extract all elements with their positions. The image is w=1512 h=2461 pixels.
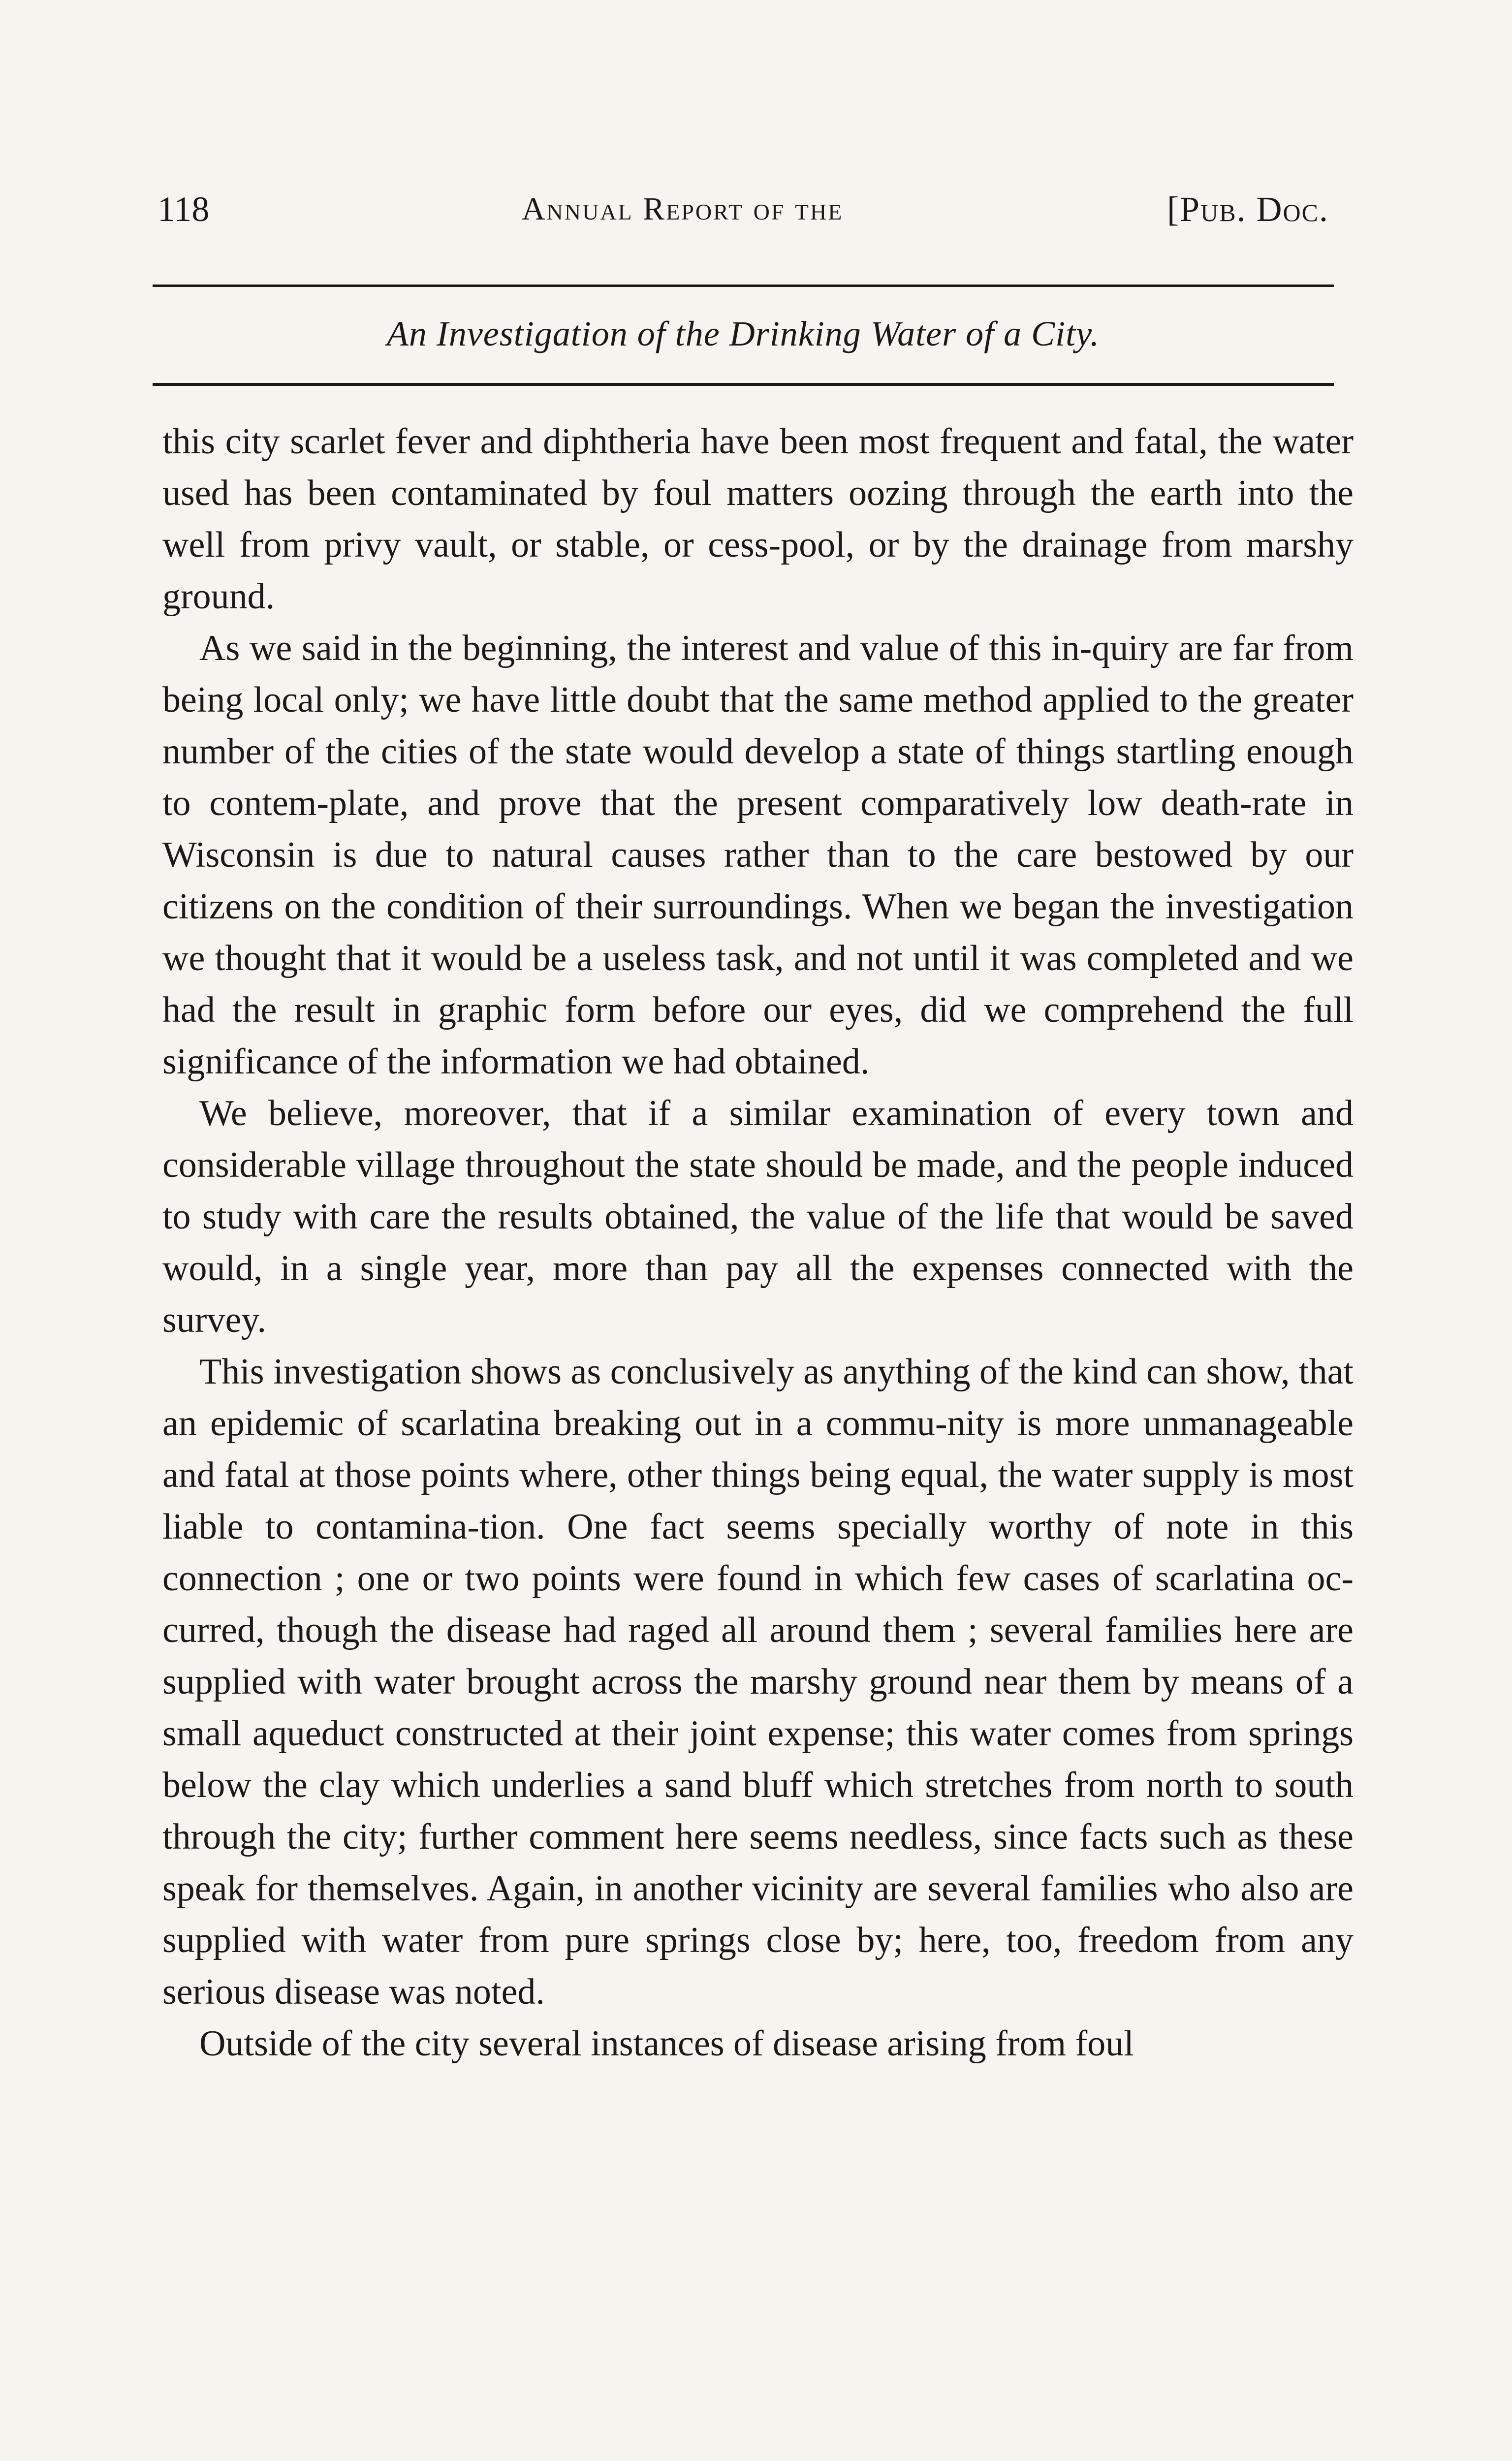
page-number: 118 (158, 189, 210, 229)
report-title: Annual Report of the (522, 191, 844, 227)
body-text (162, 416, 1354, 2070)
document-reference: [Pub. Doc. (1167, 189, 1329, 229)
article-title: An Investigation of the Drinking Water of a City. (386, 314, 1100, 353)
paragraph-continued: this city scarlet fever and diphtheria have been most frequent and fatal, the water used has been contaminated by foul matters oozing through the earth into the well from privy vault, or stable, or cess-pool, or by the drainage from marshy ground. (162, 421, 1354, 617)
running-header (158, 182, 1339, 236)
paragraph: As we said in the beginning, the interest and value of this in-quiry are far from being local only; we have little doubt that the same method applied to the greater number of the cities of the state would develop a state of things startling enough to contem-plate, and prove that the present comparatively low death-rate in Wisconsin is due to natural causes rather than to the care bestowed by our citizens on the condition of their surroundings. When we began the investigation we thought that it would be a useless task, and not until it was completed and we had the result in graphic form before our eyes, did we comprehend the full significance of the information we had obtained. (162, 628, 1354, 1082)
paragraph: This investigation shows as conclusively as anything of the kind can show, that an epidemic of scarlatina breaking out in a commu-nity is more unmanageable and fatal at those points where, other things being equal, the water supply is most liable to contamina-tion. One fact seems specially worthy of note in this connection ; one or two points were found in which few cases of scarlatina oc-curred, though the disease had raged all around them ; several families here are supplied with water brought across the marshy ground near them by means of a small aqueduct constructed at their joint expense; this water comes from springs below the clay which underlies a sand bluff which stretches from north to south through the city; further comment here seems needless, since facts such as these speak for themselves. Again, in another vicinity are several families who also are supplied with water from pure springs close by; here, too, freedom from any serious disease was noted. (162, 1352, 1354, 2012)
paragraph: We believe, moreover, that if a similar examination of every town and considerable village throughout the state should be made, and the people induced to study with care the results obtained, the value of the life that would be saved would, in a single year, more than pay all the expenses connected with the survey. (162, 1093, 1354, 1340)
header-rule-top (153, 284, 1334, 287)
paragraph: Outside of the city several instances of disease arising from foul (199, 2023, 1134, 2064)
header-rule-bottom (153, 383, 1334, 386)
